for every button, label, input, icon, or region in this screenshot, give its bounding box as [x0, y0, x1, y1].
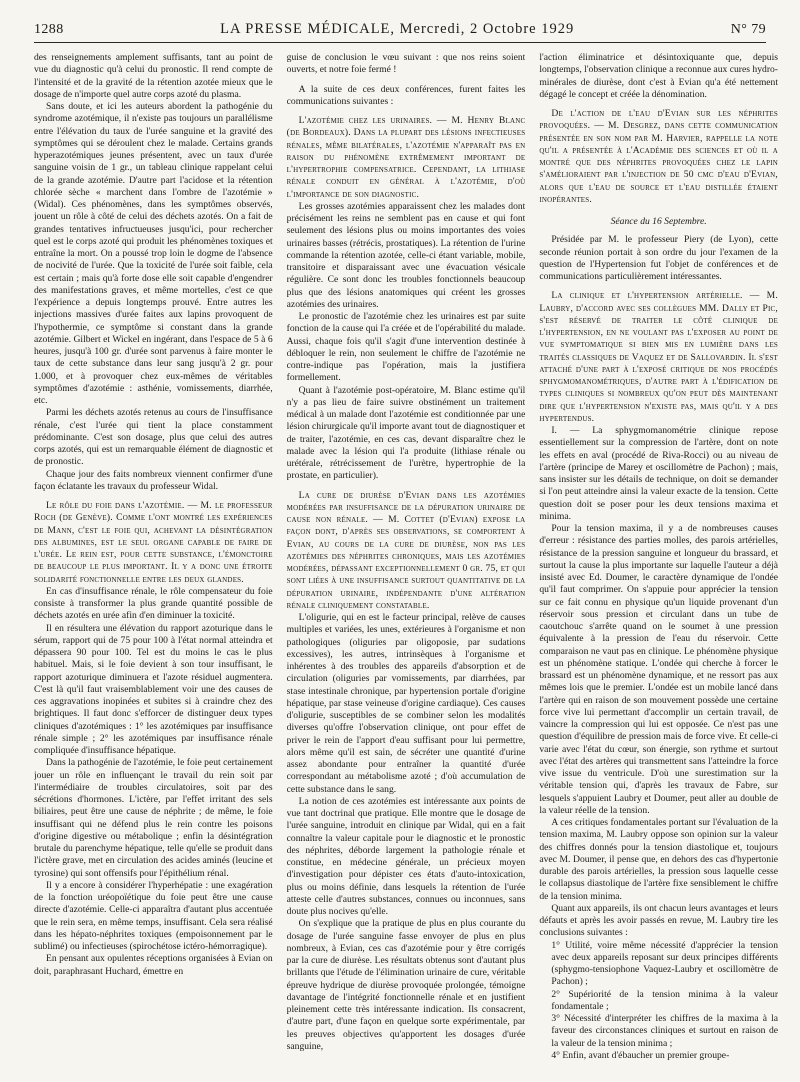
paragraph: Chaque jour des faits nombreux viennent confirmer d'une façon éclatante les travaux du professeur Widal. — [34, 468, 273, 492]
paragraph: A ces critiques fondamentales portant sur l'évaluation de la tension maxima, M. Laubry oppose son opinion sur la valeur des chiffres donnés pour la tension diastolique et, toujours avec M. Doumer, il pense que, en dehors des cas d'hypertonie durable des parois artérielles, la pression sous laquelle cesse le collapsus diastolique de l'artère fixe sensiblement le chiffre de la tension minima. — [539, 817, 779, 902]
column-middle — [287, 52, 526, 1074]
conclusion-item: 2° Supériorité de la tension minima à la valeur fondamentale ; — [551, 988, 779, 1012]
paragraph: Parmi les déchets azotés retenus au cours de l'insuffisance rénale, c'est l'urée qui tient la place constamment prédominante. C'est son dosage, plus que celui des autres corps azotés, qui est un remarquable élément de diagnostic et de pronostic. — [34, 407, 273, 468]
paragraph: La notion de ces azotémies est intéressante aux points de vue tant doctrinal que pratique. Elle montre que le dosage de l'urée sanguine, introduit en clinique par Widal, qui en a fait connaître la valeur capitale pour le diagnostic et le pronostic des néphrites, déborde largement la pathologie rénale et constitue, en médecine générale, un précieux moyen d'investigation pour dépister ces états d'auto-intoxication, plus ou moins définie, dans lesquels la rétention de l'urée atteste celle d'autres substances, connues ou inconnues, sans doute plus nocives qu'elle. — [286, 795, 526, 917]
issue-number: N° 79 — [730, 22, 766, 37]
paragraph: Les grosses azotémies apparaissent chez les malades dont précisément les reins ne semblent pas en cause et qui font seulement des lésions plus ou moins importantes des voies urinaires basses (rétrécis, prostatiques). La rétention de l'urine commande la rétention azotée, celle-ci étant variable, mobile, transitoire et disparaissant avec une évacuation vésicale régulière. Ce sont donc les troubles fonctionnels beaucoup plus que des lésions anatomiques qui créent les grosses azotémies des urinaires. — [286, 200, 526, 310]
section-heading-paragraph: La cure de diurèse d'Evian dans les azotémies modérées par insuffisance de la dépuration urinaire de cause non rénale. — M. Cottet (d'Evian) expose la façon dont, d'après ses observations, se comportent à Evian, au cours de la cure de diurèse, non pas les azotémies des néphrites chroniques, mais les azotémies modérées, dépassant exceptionnellement 0 gr. 75, et qui sont liées à une insuffisance surtout quantitative de la dépuration urinaire, indépendante d'une altération rénale cliniquement constatable. — [286, 489, 526, 611]
article-columns — [34, 52, 778, 1074]
paragraph: Le pronostic de l'azotémie chez les urinaires est par suite fonction de la cause qui l'a créée et de l'opérabilité du malade. Aussi, chaque fois qu'il s'agit d'une intervention destinée à débloquer le rein, non seulement le chiffre de l'azotémie ne contre-indique pas l'opération, mais la justifiera formellement. — [286, 311, 526, 384]
page-number: 1288 — [34, 22, 64, 37]
paragraph: guise de conclusion le vœu suivant : que nos reins soient ouverts, et notre foie fermé ! — [286, 52, 526, 76]
paragraph: Il y a encore à considérer l'hyperhépatie : une exagération de la fonction uréopoïétique du foie peut être une cause directe d'azotémie. Celle-ci apparaîtra d'autant plus accentuée que le rein sera, en même temps, insuffisant. Cela sera réalisé dans les hépato-néphrites toxiques (empoisonnement par le sublimé) ou infectieuses (spirochétose ictéro-hémorragique). — [34, 879, 273, 952]
column-right — [539, 52, 778, 1074]
paragraph: Pour la tension maxima, il y a de nombreuses causes d'erreur : résistance des parties molles, des parois artérielles, résistance de la pression sanguine et longueur du brassard, et surtout la cause la plus importante sur laquelle l'auteur a déjà insisté avec Ed. Doumer, le caractère dynamique de l'ondée qu'il faut comprimer. On s'appuie pour apprécier la tension sur ce fait connu en physique qu'un liquide provenant d'un réservoir sous pression et circulant dans un tube de caoutchouc s'arrête quand on le soumet à une pression équivalente à la pression de l'eau du réservoir. Cette comparaison ne vaut pas en clinique. Le phénomène physique est un phénomène statique. L'ondée qui cherche à forcer le brassard est un phénomène dynamique, et ne ressort pas aux mêmes lois que le premier. L'ondée est un mobile lancé dans l'artère qui en raison de son mouvement possède une certaine force vive lui permettant d'accomplir un certain travail, de vaincre la compression qui lui est opposée. Ce n'est pas une question d'équilibre de pression mais de force vive. Et celle-ci varie avec l'état du cœur, son énergie, son rythme et surtout avec l'état des artères qui transmettent sans l'atteindre la force vive issue du ventricule. D'où une surestimation sur la véritable tension qui, d'après les travaux de Fabre, sur lesquels s'appuient Laubry et Doumer, peut aller au double de la valeur réelle de la tension. — [539, 523, 779, 816]
paragraph: Dans la pathogénie de l'azotémie, le foie peut certainement jouer un rôle en influençant le travail du rein soit par l'intermédiaire de troubles circulatoires, soit par des sécrétions d'hormones. L'ictère, par l'effet irritant des sels biliaires, peut être une cause de néphrite ; de même, le foie insuffisant qui ne défend plus le rein contre les poisons d'origine digestive ou métabolique ; enfin la désintégration brutale du parenchyme hépatique, telle qu'elle se produit dans l'ictère grave, met en circulation des acides aminés (leucine et tyrosine) qui sont offensifs pour l'épithélium rénal. — [34, 757, 273, 879]
paragraph: Quant aux appareils, ils ont chacun leurs avantages et leurs défauts et après les avoir passés en revue, M. Laubry tire les conclusions suivantes : — [539, 902, 779, 939]
paragraph: A la suite de ces deux conférences, furent faites les communications suivantes : — [286, 83, 526, 107]
section-heading-paragraph: L'azotémie chez les urinaires. — M. Henry Blanc (de Bordeaux). Dans la plupart des lésions infectieuses rénales, même bilatérales, l'azotémie n'apparaît pas en raison du phénomène extrêmement important de l'hypertrophie compensatrice. Cependant, la lithiase rénale conduit en général à l'azotémie, d'où l'importance de son diagnostic. — [286, 115, 526, 200]
paragraph: Sans doute, et ici les auteurs abordent la pathogénie du syndrome azotémique, il n'existe pas toujours un parallélisme entre l'élévation du taux de l'urée sanguine et la gravité des symptômes qui se déroulent chez le malade. Certains grands hyperazotémiques jeunes présentent, avec un taux d'urée sanguine voisin de 1 gr., un tableau clinique rappelant celui de la grande azotémie. D'autre part l'acidose et la rétention chlorée sèche « marchent dans l'ombre de l'azotémie » (Widal). Ces phénomènes, dans les symptômes observés, jouent un rôle à côté de celui des déchets azotés. On a fait de grandes tentatives infructueuses jusqu'ici, pour rechercher quel est le corps azoté qui produit les phénomènes toxiques et entraîne la mort. On a poussé trop loin le dogme de l'absence de nocivité de l'urée. Que la toxicité de l'urée soit faible, cela est certain ; mais qu'à forte dose elle soit capable d'engendrer des manifestations graves, et même mortelles, c'est ce que l'expérience a depuis longtemps prouvé. Entre autres les injections massives d'urée faites aux lapins provoquent de l'hypothermie, ce symptôme si constant dans la grande azotémie. Gilbert et Wickel en ingérant, dans l'espace de 5 à 6 heures, jusqu'à 100 gr. d'urée sont parvenus à faire monter le taux de cette substance dans leur sang jusqu'à 2 gr. pour 1.000, et à provoquer chez eux-mêmes de véritables symptômes d'azotémie : asthénie, vomissements, diarrhée, etc. — [34, 101, 273, 406]
journal-title: LA PRESSE MÉDICALE, Mercredi, 2 Octobre 1929 — [220, 21, 575, 37]
conclusion-item: 4° Enfin, avant d'ébaucher un premier groupe- — [551, 1049, 730, 1061]
paragraph: des renseignements amplement suffisants, tant au point de vue du diagnostic qu'à celui du pronostic. Il rend compte de l'intensité et de la gravité de la rétention azotée mieux que le dosage de n'importe quel autre corps azoté du plasma. — [34, 52, 273, 100]
conclusion-item: 3° Nécessité d'interpréter les chiffres de la maxima à la faveur des circonstances cliniques et surtout en raison de la valeur de la tension minima ; — [551, 1013, 779, 1049]
section-heading-paragraph: La clinique et l'hypertension artérielle. — M. Laubry, d'accord avec ses collègues MM. Dally et Pic, s'est réservé de traiter le côté clinique de l'hypertension, en ne voulant pas l'exposer au point de vue symptomatique si bien mis en lumière dans les traités classiques de Vaquez et de Sallovardin. Il s'est attaché d'une part à l'exposé critique de nos procédés sphygmomanométriques, d'autre part à l'édification de types cliniques si nombreux qu'on peut dès maintenant dire que l'hypertension n'existe pas, mais qu'il y a des hypertendus. — [539, 290, 779, 424]
paragraph: En cas d'insuffisance rénale, le rôle compensateur du foie consiste à transformer la plus grande quantité possible de déchets azotés en urée afin d'en diminuer la toxicité. — [34, 585, 273, 622]
paragraph: Présidée par M. le professeur Piery (de Lyon), cette seconde réunion portait à son ordre du jour l'examen de la question de l'Hypertension fut l'objet de conférences et de communications particulièrement intéressantes. — [539, 234, 779, 282]
page-header — [34, 12, 766, 43]
paragraph: l'action éliminatrice et désintoxiquante que, depuis longtemps, l'observation clinique a reconnue aux cures hydro-minérales de diurèse, dont c'est à Evian qu'a été nettement dégagé le concept et créée la dénomination. — [539, 52, 779, 100]
paragraph: Quant à l'azotémie post-opératoire, M. Blanc estime qu'il n'y a pas lieu de faire suivre obstinément un traitement médical à un malade dont l'azotémie est conditionnée par une lésion chirurgicale qu'il importe avant tout de diagnostiquer et de traiter, l'azotémie, en ces cas, devant disparaître chez le malade avec la lésion qui l'a produite (lithiase rénale ou urétérale, rétrécissement de l'urètre, hypertrophie de la prostate, en particulier). — [286, 384, 526, 482]
column-left — [34, 52, 273, 1074]
paragraph: En pensant aux opulentes réceptions organisées à Evian on doit, paraphrasant Huchard, émettre en — [34, 953, 273, 977]
paragraph: L'oligurie, qui en est le facteur principal, relève de causes multiples et variées, les unes, extérieures à l'organisme et non pathologiques (oliguries par oligoposie, par sudations excessives), les autres, intrinsèques à l'organisme et inhérentes à des troubles des appareils d'absorption et de circulation (oliguries par vomissements, par diarrhées, par stase intestinale chronique, par hypertension portale d'origine hépatique, par stase veineuse d'origine cardiaque). Ces causes d'oligurie, susceptibles de se combiner selon les modalités diverses qu'offre l'observation clinique, ont pour effet de priver le rein de l'apport d'eau suffisant pour lui permettre, alors même qu'il est sain, de sécréter une quantité d'urine assez abondante pour entraîner la quantité d'urée correspondant au métabolisme azoté ; d'où accumulation de cette substance dans le sang. — [286, 612, 526, 795]
session-title: Séance du 16 Septembre. — [610, 216, 707, 227]
section-heading-paragraph: Le rôle du foie dans l'azotémie. — M. le professeur Roch (de Genève). Comme l'ont montré les expériences de Mann, c'est le foie qui, achevant la désintégration des albumines, est le seul organe capable de faire de l'urée. Le rein est, pour cette substance, l'émonctoire de beaucoup le plus important. Il y a donc une étroite solidarité fonctionnelle entre les deux glandes. — [34, 500, 273, 585]
conclusion-item: 1° Utilité, voire même nécessité d'apprécier la tension avec deux appareils reposant sur deux principes différents (sphygmo-tensiophone Vaquez-Laubry et oscillomètre de Pachon) ; — [551, 939, 779, 988]
paragraph: I. — La sphygmomanométrie clinique repose essentiellement sur la compression de l'artère, dont on note les effets en aval (procédé de Riva-Rocci) ou au niveau de l'artère (principe de Marey et oscillomètre de Pachon) ; mais, sans insister sur les détails de technique, on doit se demander si l'on peut atteindre ainsi la valeur exacte de la tension. Cette question doit se poser pour les deux tensions maxima et minima. — [539, 425, 779, 522]
paragraph: On s'explique que la pratique de plus en plus courante du dosage de l'urée sanguine fasse envoyer de plus en plus nombreux, à Evian, ces cas d'azotémie pour y être corrigés par la cure de diurèse. Les résultats obtenus sont d'autant plus brillants que l'étude de l'élimination urinaire de cure, véritable épreuve hydrique de diurèse provoquée prolongée, témoigne davantage de l'intégrité fonctionnelle rénale et en justifient pleinement cette très intéressante indication. Ils consacrent, d'autre part, d'une façon en quelque sorte expérimentale, par les preuves objectives qu'apportent les dosages d'urée sanguine, — [286, 918, 526, 1052]
paragraph: Il en résultera une élévation du rapport azoturique dans le sérum, rapport qui de 75 pour 100 à l'état normal atteindra et dépassera 90 pour 100. Tel est du moins le cas le plus habituel. Mais, si le foie devient à son tour insuffisant, le rapport azoturique diminuera et l'azote résiduel augmentera. C'est là qu'il faut vraisemblablement voir une des causes de ces aggravations inopinées et subites si à craindre chez des brightiques. Il faut donc s'efforcer de distinguer deux types cliniques d'azotémiques : 1° les azotémiques par insuffisance rénale simple ; 2° les azotémiques par insuffisance rénale compliquée d'insuffisance hépatique. — [34, 622, 273, 756]
section-heading-paragraph: De l'action de l'eau d'Evian sur les néphrites provoquées. — M. Desgrez, dans cette communication présentée en son nom par M. Harvier, rappelle la note qu'il a présentée à l'Académie des sciences et où il a montré que des néphrites provoquées chez le lapin s'amélioraient par l'injection de 50 cmc d'eau d'Evian, alors que l'eau de source et l'eau distillée étaient inopérantes. — [539, 108, 779, 205]
